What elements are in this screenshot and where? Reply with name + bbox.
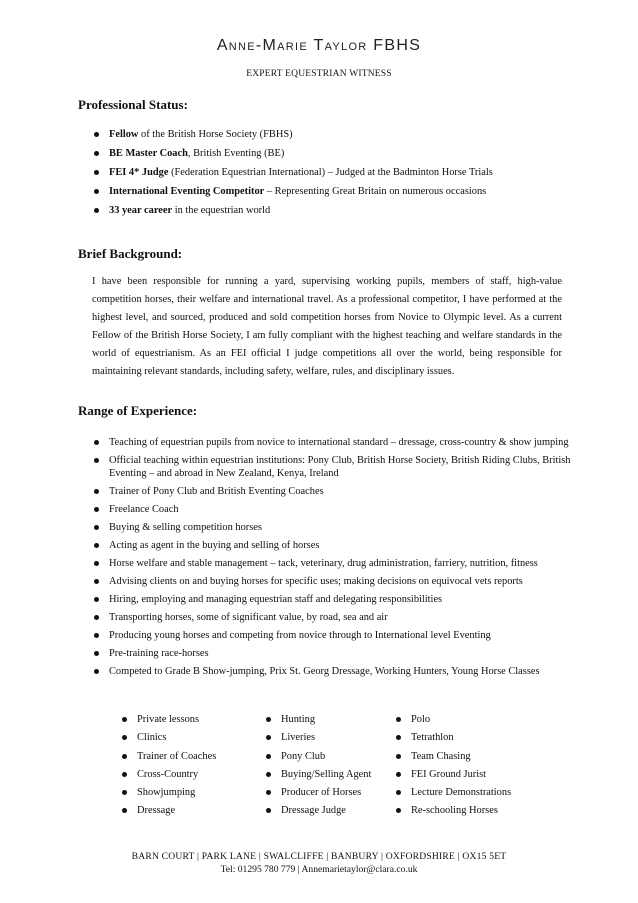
skill-item: Buying/Selling Agent [264, 768, 371, 781]
status-item-title: International Eventing Competitor [109, 186, 265, 197]
range-of-experience-heading: Range of Experience: [78, 403, 198, 418]
experience-item: Advising clients on and buying horses for specific uses; making decisions on equivocal vets reports [92, 575, 582, 588]
professional-status-heading: Professional Status: [78, 97, 188, 112]
skill-item: Dressage Judge [264, 804, 371, 817]
skill-item: Re-schooling Horses [394, 804, 511, 817]
skill-item: Liveries [264, 731, 371, 744]
skills-column-3 [394, 713, 511, 823]
skill-item: Producer of Horses [264, 786, 371, 799]
experience-item: Teaching of equestrian pupils from novice to international standard – dressage, cross-country & show jumping [92, 436, 582, 449]
skill-item: Cross-Country [120, 768, 216, 781]
skill-item: Team Chasing [394, 750, 511, 763]
experience-item: Buying & selling competition horses [92, 521, 582, 534]
range-of-experience-list [92, 436, 582, 683]
status-item-text: in the equestrian world [172, 205, 271, 216]
skill-item: Clinics [120, 731, 216, 744]
skill-item: Tetrathlon [394, 731, 511, 744]
status-item [92, 166, 592, 179]
experience-item: Pre-training race-horses [92, 647, 582, 660]
status-item-title: FEI 4* Judge [109, 167, 169, 178]
document-title: Anne-Marie Taylor FBHS [216, 37, 422, 54]
experience-item: Freelance Coach [92, 503, 582, 516]
skill-item: Lecture Demonstrations [394, 786, 511, 799]
status-item-title: 33 year career [109, 205, 173, 216]
skill-item: Dressage [120, 804, 216, 817]
skill-item: Trainer of Coaches [120, 750, 216, 763]
experience-item: Hiring, employing and managing equestrian staff and delegating responsibilities [92, 593, 582, 606]
footer-contact: Tel: 01295 780 779 | Annemarietaylor@clara.co.uk [220, 864, 418, 875]
experience-item: Horse welfare and stable management – tack, veterinary, drug administration, farriery, nutrition, fitness [92, 557, 582, 570]
status-item-text: of the British Horse Society (FBHS) [138, 129, 293, 140]
brief-background-heading: Brief Background: [78, 246, 183, 261]
status-item [92, 147, 592, 160]
skill-item: Private lessons [120, 713, 216, 726]
skills-column-2 [264, 713, 371, 823]
brief-background-paragraph: I have been responsible for running a yard, supervising working pupils, members of staff, high-value competition horses, their welfare and international travel. As a professional competitor, I have performed at the highest level, and sourced, produced and sold competition horses from Novice to Olympic level. As a current Fellow of the British Horse Society, I am fully compliant with the highest teaching and welfare standards in the world of equestrianism. As an FEI official I judge competitions all over the world, being responsible for maintaining relevant standards, including safety, welfare, rules, and disciplinary issues. [92, 276, 562, 377]
status-item-text: , British Eventing (BE) [187, 148, 285, 159]
footer-address: BARN COURT | PARK LANE | SWALCLIFFE | BANBURY | OXFORDSHIRE | OX15 5ET [131, 851, 507, 862]
document-subtitle: EXPERT EQUESTRIAN WITNESS [246, 69, 392, 79]
skill-item: Hunting [264, 713, 371, 726]
status-item-title: BE Master Coach [109, 148, 188, 159]
professional-status-list [92, 128, 592, 223]
experience-item: Official teaching within equestrian institutions: Pony Club, British Horse Society, British Riding Clubs, British Eventing – and abroad in New Zealand, Kenya, Ireland [92, 454, 582, 480]
experience-item: Acting as agent in the buying and selling of horses [92, 539, 582, 552]
status-item [92, 128, 592, 141]
skill-item: Showjumping [120, 786, 216, 799]
experience-item: Trainer of Pony Club and British Eventing Coaches [92, 485, 582, 498]
status-item [92, 185, 592, 198]
skill-item: Polo [394, 713, 511, 726]
skills-column-1 [120, 713, 216, 823]
status-item [92, 204, 592, 217]
status-item-text: (Federation Equestrian International) – Judged at the Badminton Horse Trials [168, 167, 493, 178]
experience-item: Transporting horses, some of significant value, by road, sea and air [92, 611, 582, 624]
status-item-title: Fellow [109, 129, 139, 140]
experience-item: Competed to Grade B Show-jumping, Prix St. Georg Dressage, Working Hunters, Young Horse Classes [92, 665, 582, 678]
status-item-text: – Representing Great Britain on numerous occasions [264, 186, 487, 197]
skill-item: Pony Club [264, 750, 371, 763]
experience-item: Producing young horses and competing from novice through to International level Eventing [92, 629, 582, 642]
skill-item: FEI Ground Jurist [394, 768, 511, 781]
